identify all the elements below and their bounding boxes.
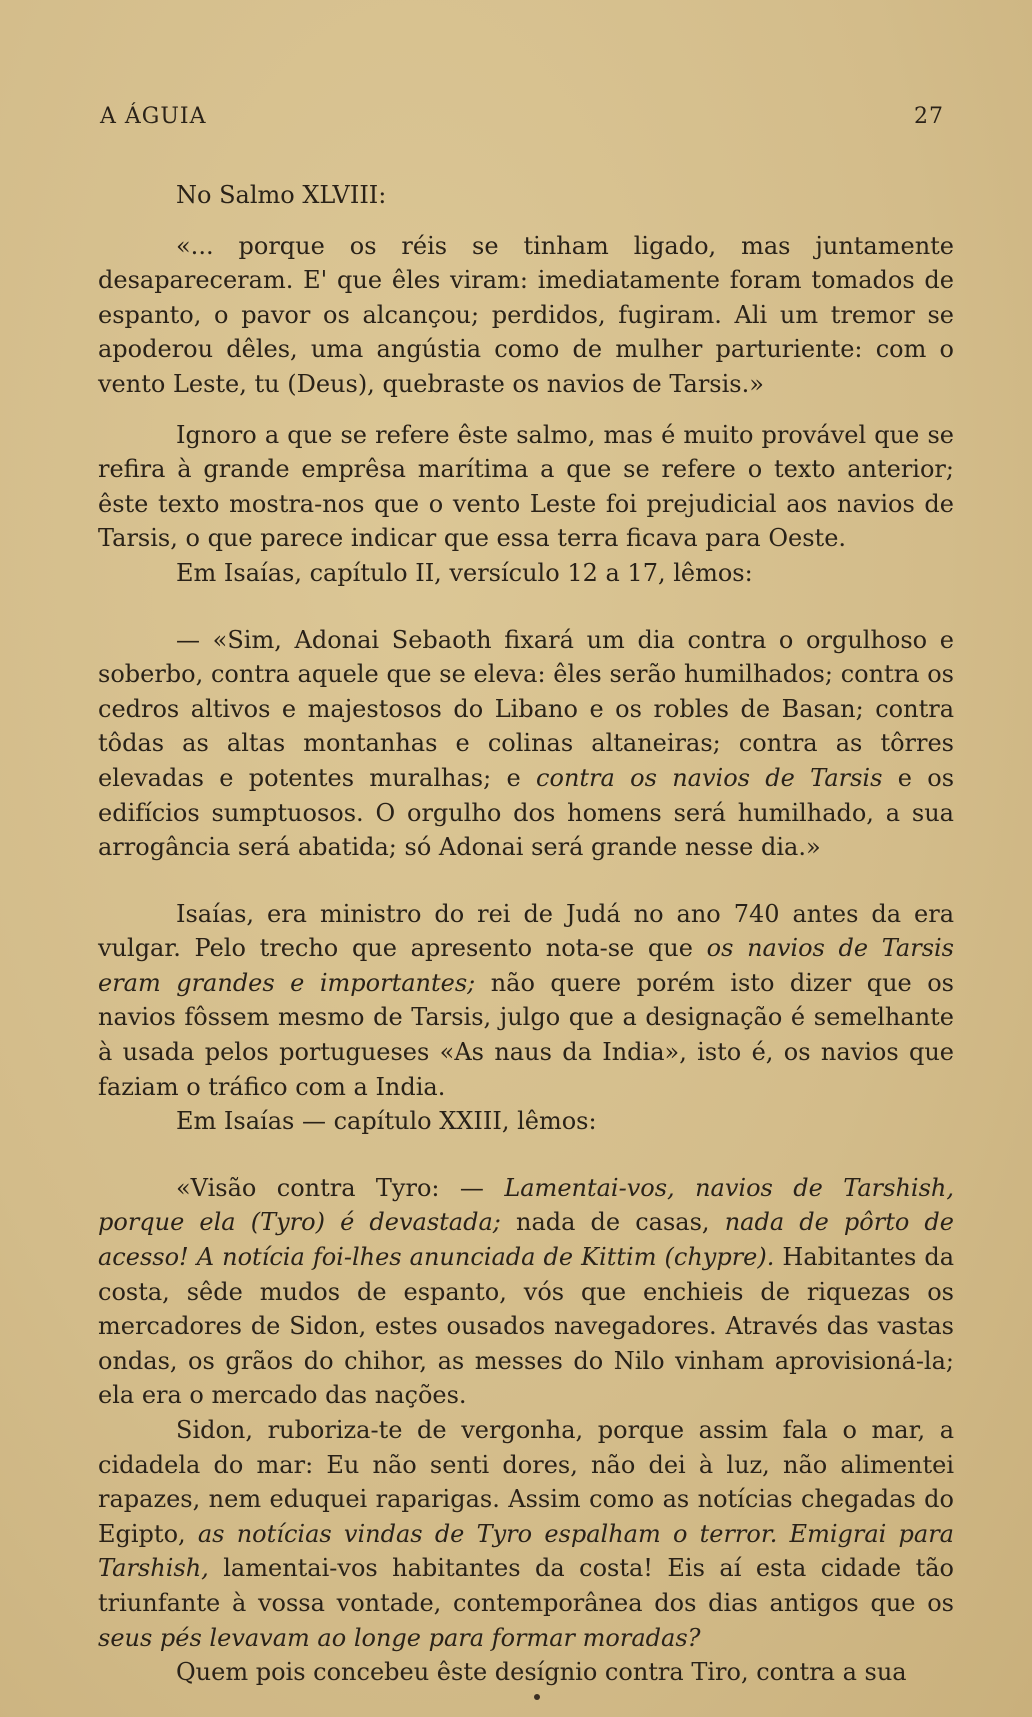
running-header — [100, 104, 944, 129]
italic-run: nada de pôrto de acesso! A notícia foi-lhes anunciada de Kittim (chypre). — [98, 1208, 955, 1272]
italic-run: contra os navios de Tarsis — [536, 763, 883, 792]
text-run: e os edifícios sumptuosos. O orgulho dos homens será humilhado, a sua arrogância será abatida; só Adonai será grande nesse dia.» — [98, 763, 955, 862]
text-run: — «Sim, Adonai Sebaoth fixará um dia contra o orgulhoso e soberbo, contra aquele que se eleva: êles serão humilhados; contra os cedros altivos e majestosos do Libano e os robles de Basan; contra tôdas as altas montanhas e colinas altaneiras; contra as tôrres elevadas e potentes muralhas; e — [98, 625, 954, 792]
paragraph-isaiah-intro: Em Isaías, capítulo II, versículo 12 a 17, lêmos: — [176, 558, 753, 587]
text-run: nada de casas, — [500, 1208, 725, 1237]
text-run: lamentai-vos habitantes da costa! Eis aí esta cidade tão triunfante à vossa vontade, contemporânea dos dias antigos que os — [98, 1554, 954, 1617]
paragraph-isaiah-xxiii-intro: Em Isaías — capítulo XXIII, lêmos: — [176, 1107, 597, 1136]
page-body — [98, 178, 954, 1690]
paragraph-commentary: Ignoro a que se refere êste salmo, mas é muito provável que se refira à grande emprêsa marítima a que se refere o texto anterior; êste texto mostra-nos que o vento Leste foi prejudicial aos navios de Tarsis, o que parece indicar que essa terra ficava para Oeste. — [98, 420, 954, 553]
paragraph-intro-psalm: No Salmo XLVIII: — [176, 181, 387, 209]
italic-run: os navios de Tarsis eram grandes e importantes; — [98, 934, 955, 997]
text-run: Isaías, era ministro do rei de Judá no ano 740 antes da era vulgar. Pelo trecho que apresento nota-se que — [98, 899, 954, 963]
paragraph-psalm-quote: «... porque os réis se tinham ligado, mas juntamente desapareceram. E' que êles viram: imediatamente foram tomados de espanto, o pavor os alcançou; perdidos, fugiram. Ali um tremor se apoderou dêles, uma angústia como de mulher parturiente: com o vento Leste, tu (Deus), quebraste os navios de Tarsis.» — [98, 231, 954, 398]
text-run: Habitantes da costa, sêde mudos de espanto, vós que enchieis de riquezas os mercadores de Sidon, estes ousados navegadores. Através das vastas ondas, os grãos do chihor, as messes do Nilo vinham aprovisioná-la; ela era o mercado das nações. — [98, 1243, 955, 1410]
paragraph-tyre-vision — [98, 1171, 954, 1413]
paragraph-sidon — [98, 1413, 954, 1655]
paragraph-isaiah-commentary — [98, 897, 954, 1105]
paragraph-isaiah-quote — [98, 623, 954, 865]
italic-run: as notícias vindas de Tyro espalham o terror. Emigrai para Tarshish, — [98, 1519, 954, 1583]
page-number: 27 — [914, 104, 944, 129]
paragraph-final-line: Quem pois concebeu êste desígnio contra Tiro, contra a sua — [176, 1658, 907, 1687]
text-run: Sidon, ruboriza-te de vergonha, porque assim fala o mar, a cidadela do mar: Eu não senti dores, não dei à luz, não alimentei rapazes, nem eduquei raparigas. Assim como as notícias chegadas do Egipto, — [98, 1416, 954, 1548]
italic-run: seus pés levavam ao longe para formar moradas? — [98, 1623, 701, 1652]
running-title: A ÁGUIA — [100, 104, 207, 129]
printer-mark — [534, 1694, 540, 1700]
italic-run: Lamentai-vos, navios de Tarshish, porque ela (Tyro) é devastada; — [98, 1173, 954, 1237]
text-run: «Visão contra Tyro: — — [176, 1173, 505, 1202]
text-run: não quere porém isto dizer que os navios fôssem mesmo de Tarsis, julgo que a designação é semelhante à usada pelos portugueses «As naus da India», isto é, os navios que faziam o tráfico com a India. — [98, 968, 954, 1101]
